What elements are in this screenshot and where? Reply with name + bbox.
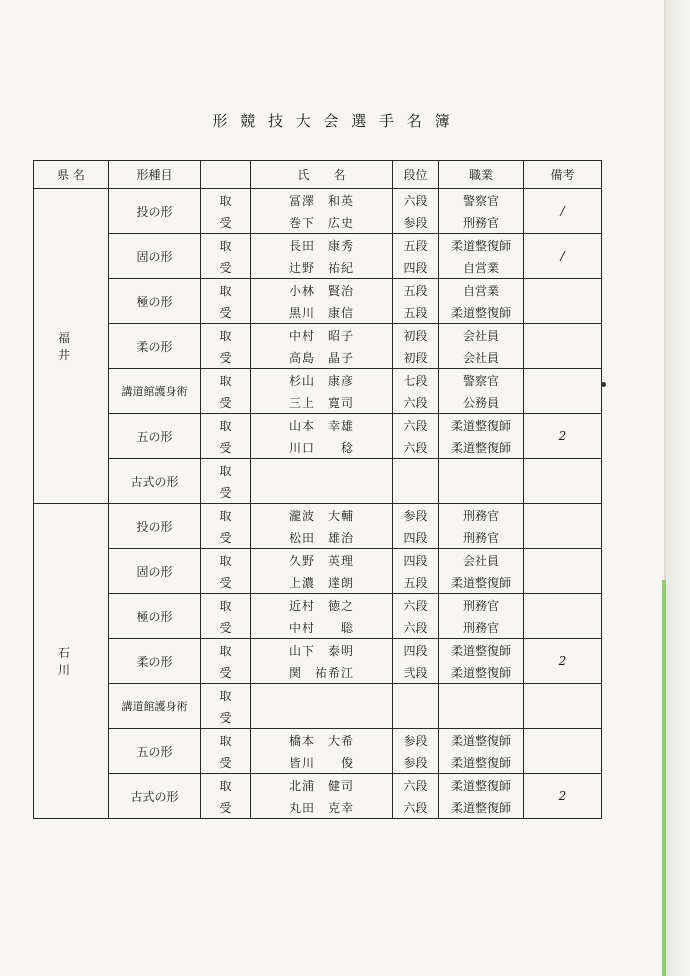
job-cell: 会社員 — [439, 324, 524, 347]
job-cell: 公務員 — [439, 391, 524, 414]
table-row — [34, 189, 602, 212]
page-edge — [666, 0, 690, 976]
note-cell — [524, 324, 602, 369]
header-row — [34, 161, 602, 189]
rank-cell: 四段 — [393, 256, 439, 279]
header-rank: 段位 — [393, 161, 439, 189]
table-row — [34, 369, 602, 392]
note-cell — [524, 459, 602, 504]
form-event-cell: 五の形 — [109, 729, 201, 774]
rank-cell: 五段 — [393, 571, 439, 594]
note-cell: 2 — [524, 774, 602, 819]
rank-cell: 初段 — [393, 324, 439, 347]
job-cell: 柔道整復師 — [439, 301, 524, 324]
table-row — [34, 324, 602, 347]
name-cell: 久野 英理 — [251, 549, 393, 572]
note-cell — [524, 549, 602, 594]
role-cell: 受 — [201, 796, 251, 819]
name-cell: 瀧波 大輔 — [251, 504, 393, 527]
rank-cell: 弐段 — [393, 661, 439, 684]
job-cell: 柔道整復師 — [439, 661, 524, 684]
job-cell: 柔道整復師 — [439, 571, 524, 594]
rank-cell: 六段 — [393, 774, 439, 797]
name-cell — [251, 684, 393, 707]
name-cell: 巻下 広史 — [251, 211, 393, 234]
name-cell: 川口 稔 — [251, 436, 393, 459]
note-cell — [524, 279, 602, 324]
table-row — [34, 459, 602, 482]
job-cell — [439, 481, 524, 504]
form-event-cell: 講道館護身術 — [109, 684, 201, 729]
form-event-cell: 固の形 — [109, 549, 201, 594]
role-cell: 取 — [201, 684, 251, 707]
note-cell — [524, 504, 602, 549]
rank-cell: 六段 — [393, 616, 439, 639]
rank-cell — [393, 481, 439, 504]
note-cell: 2 — [524, 639, 602, 684]
note-cell — [524, 684, 602, 729]
note-cell — [524, 729, 602, 774]
header-pref: 県 名 — [34, 161, 109, 189]
role-cell: 受 — [201, 301, 251, 324]
role-cell: 受 — [201, 256, 251, 279]
name-cell — [251, 459, 393, 482]
table-row — [34, 414, 602, 437]
table-row — [34, 504, 602, 527]
note-cell: 2 — [524, 414, 602, 459]
role-cell: 受 — [201, 751, 251, 774]
role-cell: 受 — [201, 661, 251, 684]
rank-cell: 六段 — [393, 391, 439, 414]
header-form: 形種目 — [109, 161, 201, 189]
rank-cell: 七段 — [393, 369, 439, 392]
job-cell: 警察官 — [439, 369, 524, 392]
name-cell: 三上 寛司 — [251, 391, 393, 414]
header-job: 職業 — [439, 161, 524, 189]
name-cell — [251, 706, 393, 729]
job-cell: 刑務官 — [439, 526, 524, 549]
table-row — [34, 639, 602, 662]
form-event-cell: 柔の形 — [109, 639, 201, 684]
form-event-cell: 柔の形 — [109, 324, 201, 369]
name-cell: 高島 晶子 — [251, 346, 393, 369]
role-cell: 取 — [201, 189, 251, 212]
role-cell: 受 — [201, 706, 251, 729]
table-row — [34, 279, 602, 302]
name-cell: 山本 幸雄 — [251, 414, 393, 437]
name-cell — [251, 481, 393, 504]
rank-cell: 四段 — [393, 526, 439, 549]
role-cell: 取 — [201, 594, 251, 617]
name-cell: 杉山 康彦 — [251, 369, 393, 392]
header-name: 氏 名 — [251, 161, 393, 189]
rank-cell: 六段 — [393, 189, 439, 212]
rank-cell: 六段 — [393, 594, 439, 617]
table-row — [34, 549, 602, 572]
job-cell: 柔道整復師 — [439, 796, 524, 819]
role-cell: 受 — [201, 526, 251, 549]
role-cell: 受 — [201, 346, 251, 369]
form-event-cell: 古式の形 — [109, 774, 201, 819]
name-cell: 関 祐希江 — [251, 661, 393, 684]
job-cell: 柔道整復師 — [439, 751, 524, 774]
rank-cell — [393, 706, 439, 729]
page-edge-stripe — [662, 580, 666, 976]
name-cell: 北浦 健司 — [251, 774, 393, 797]
job-cell: 柔道整復師 — [439, 414, 524, 437]
job-cell: 警察官 — [439, 189, 524, 212]
role-cell: 取 — [201, 414, 251, 437]
name-cell: 中村 聡 — [251, 616, 393, 639]
form-event-cell: 講道館護身術 — [109, 369, 201, 414]
rank-cell: 参段 — [393, 729, 439, 752]
form-event-cell: 五の形 — [109, 414, 201, 459]
name-cell: 松田 雄治 — [251, 526, 393, 549]
name-cell: 丸田 克幸 — [251, 796, 393, 819]
job-cell: 刑務官 — [439, 211, 524, 234]
table-row — [34, 774, 602, 797]
rank-cell: 四段 — [393, 549, 439, 572]
form-event-cell: 極の形 — [109, 594, 201, 639]
job-cell: 柔道整復師 — [439, 639, 524, 662]
rank-cell: 六段 — [393, 796, 439, 819]
table-row — [34, 594, 602, 617]
rank-cell: 六段 — [393, 414, 439, 437]
job-cell — [439, 684, 524, 707]
rank-cell — [393, 459, 439, 482]
role-cell: 取 — [201, 279, 251, 302]
prefecture-cell: 福 井 — [34, 189, 109, 504]
role-cell: 取 — [201, 774, 251, 797]
job-cell: 会社員 — [439, 549, 524, 572]
rank-cell: 参段 — [393, 751, 439, 774]
job-cell: 柔道整復師 — [439, 436, 524, 459]
role-cell: 取 — [201, 639, 251, 662]
note-cell: / — [524, 189, 602, 234]
name-cell: 中村 昭子 — [251, 324, 393, 347]
roster-body — [34, 189, 602, 819]
job-cell: 柔道整復師 — [439, 234, 524, 257]
role-cell: 受 — [201, 571, 251, 594]
role-cell: 取 — [201, 729, 251, 752]
rank-cell: 六段 — [393, 436, 439, 459]
table-row — [34, 729, 602, 752]
rank-cell: 四段 — [393, 639, 439, 662]
name-cell: 黒川 康信 — [251, 301, 393, 324]
role-cell: 取 — [201, 549, 251, 572]
role-cell: 受 — [201, 211, 251, 234]
form-event-cell: 古式の形 — [109, 459, 201, 504]
job-cell: 自営業 — [439, 279, 524, 302]
rank-cell: 参段 — [393, 504, 439, 527]
job-cell: 柔道整復師 — [439, 729, 524, 752]
name-cell: 長田 康秀 — [251, 234, 393, 257]
role-cell: 受 — [201, 481, 251, 504]
header-role — [201, 161, 251, 189]
name-cell: 皆川 俊 — [251, 751, 393, 774]
form-event-cell: 投の形 — [109, 504, 201, 549]
job-cell: 会社員 — [439, 346, 524, 369]
form-event-cell: 投の形 — [109, 189, 201, 234]
name-cell: 上濃 達朗 — [251, 571, 393, 594]
note-cell — [524, 369, 602, 414]
form-event-cell: 極の形 — [109, 279, 201, 324]
name-cell: 橋本 大希 — [251, 729, 393, 752]
job-cell: 刑務官 — [439, 504, 524, 527]
job-cell: 柔道整復師 — [439, 774, 524, 797]
rank-cell: 五段 — [393, 234, 439, 257]
role-cell: 取 — [201, 504, 251, 527]
header-note: 備考 — [524, 161, 602, 189]
prefecture-cell: 石 川 — [34, 504, 109, 819]
role-cell: 受 — [201, 436, 251, 459]
job-cell: 自営業 — [439, 256, 524, 279]
name-cell: 山下 泰明 — [251, 639, 393, 662]
document-title: 形 競 技 大 会 選 手 名 簿 — [212, 112, 454, 130]
table-row — [34, 684, 602, 707]
name-cell: 辻野 祐紀 — [251, 256, 393, 279]
roster-table — [33, 160, 602, 819]
rank-cell — [393, 684, 439, 707]
form-event-cell: 固の形 — [109, 234, 201, 279]
note-cell: / — [524, 234, 602, 279]
name-cell: 近村 徳之 — [251, 594, 393, 617]
job-cell: 刑務官 — [439, 616, 524, 639]
table-row — [34, 234, 602, 257]
job-cell: 刑務官 — [439, 594, 524, 617]
role-cell: 受 — [201, 391, 251, 414]
rank-cell: 参段 — [393, 211, 439, 234]
role-cell: 受 — [201, 616, 251, 639]
role-cell: 取 — [201, 234, 251, 257]
rank-cell: 五段 — [393, 301, 439, 324]
role-cell: 取 — [201, 459, 251, 482]
name-cell: 冨澤 和英 — [251, 189, 393, 212]
job-cell — [439, 459, 524, 482]
rank-cell: 初段 — [393, 346, 439, 369]
name-cell: 小林 賢治 — [251, 279, 393, 302]
role-cell: 取 — [201, 324, 251, 347]
job-cell — [439, 706, 524, 729]
note-cell — [524, 594, 602, 639]
rank-cell: 五段 — [393, 279, 439, 302]
role-cell: 取 — [201, 369, 251, 392]
punch-mark — [601, 382, 606, 387]
